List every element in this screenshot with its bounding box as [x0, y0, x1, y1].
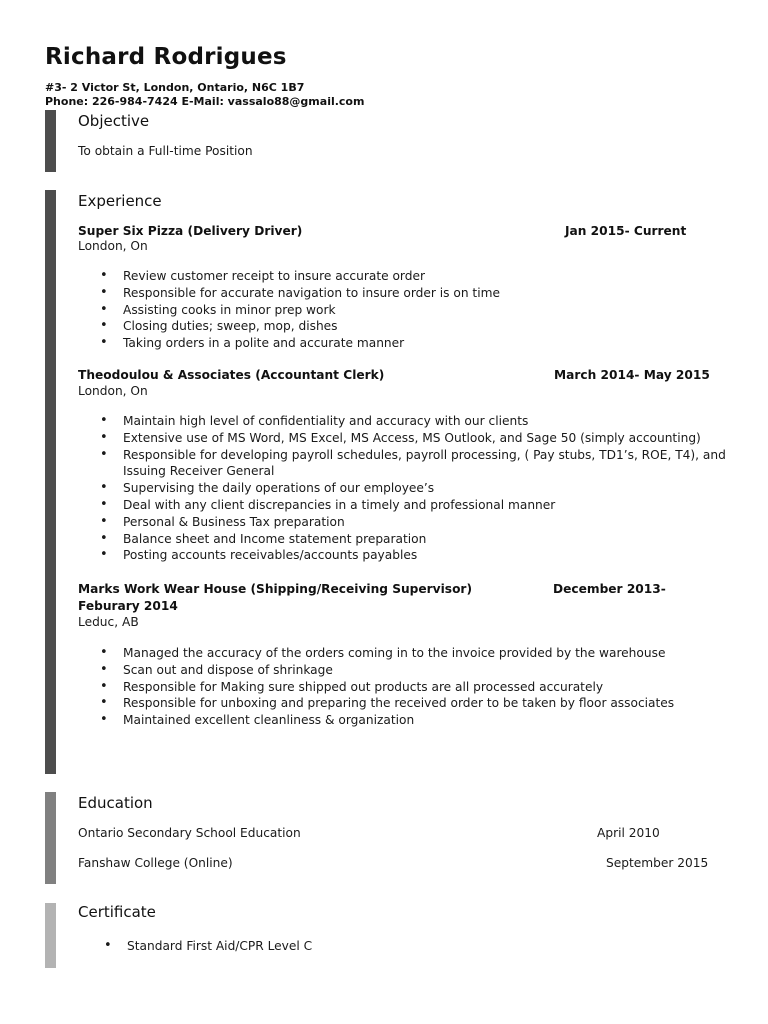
- job-location: London, On: [78, 239, 148, 253]
- list-item: • Personal & Business Tax preparation: [78, 514, 738, 531]
- job-title: Marks Work Wear House (Shipping/Receiving Supervisor): [78, 582, 473, 596]
- applicant-name: Richard Rodrigues: [45, 44, 287, 70]
- list-item: • Maintain high level of confidentiality and accuracy with our clients: [78, 413, 738, 430]
- list-item: • Assisting cooks in minor prep work: [78, 302, 738, 319]
- job-location: Leduc, AB: [78, 615, 139, 629]
- list-item: • Maintained excellent cleanliness & organization: [78, 712, 738, 729]
- objective-heading: Objective: [78, 112, 150, 130]
- education-section-bar: [45, 792, 56, 884]
- list-item: • Scan out and dispose of shrinkage: [78, 662, 738, 679]
- job-duties-list: [78, 268, 738, 352]
- list-item: • Responsible for accurate navigation to insure order is on time: [78, 285, 738, 302]
- job-title: Super Six Pizza (Delivery Driver): [78, 224, 303, 238]
- list-item: • Posting accounts receivables/accounts payables: [78, 547, 738, 564]
- list-item: • Responsible for developing payroll schedules, payroll processing, ( Pay stubs, TD1’s, ROE, T4), and Issuing Receiver General: [78, 447, 738, 481]
- list-item: • Deal with any client discrepancies in a timely and professional manner: [78, 497, 738, 514]
- list-item: • Supervising the daily operations of our employee’s: [78, 480, 738, 497]
- job-duties-list: [78, 645, 738, 729]
- list-item: • Responsible for Making sure shipped out products are all processed accurately: [78, 679, 738, 696]
- job-date: December 2013-: [553, 582, 666, 596]
- list-item: • Responsible for unboxing and preparing the received order to be taken by floor associates: [78, 695, 738, 712]
- list-item: • Standard First Aid/CPR Level C: [82, 938, 742, 955]
- phone-email: Phone: 226-984-7424 E-Mail: vassalo88@gmail.com: [45, 95, 365, 108]
- job-location: London, On: [78, 384, 148, 398]
- job-title: Theodoulou & Associates (Accountant Clerk): [78, 368, 385, 382]
- list-item: • Extensive use of MS Word, MS Excel, MS Access, MS Outlook, and Sage 50 (simply accounting): [78, 430, 738, 447]
- education-date: September 2015: [606, 856, 709, 870]
- address: #3- 2 Victor St, London, Ontario, N6C 1B7: [45, 81, 305, 94]
- job-date-continued: Feburary 2014: [78, 599, 178, 613]
- job-date: Jan 2015- Current: [565, 224, 687, 238]
- education-school: Ontario Secondary School Education: [78, 826, 301, 840]
- list-item: • Balance sheet and Income statement preparation: [78, 531, 738, 548]
- list-item: • Closing duties; sweep, mop, dishes: [78, 318, 738, 335]
- job-duties-list: [78, 413, 738, 564]
- objective-section-bar: [45, 110, 56, 172]
- job-date: March 2014- May 2015: [554, 368, 710, 382]
- education-heading: Education: [78, 794, 153, 812]
- certificate-section-bar: [45, 903, 56, 968]
- objective-text: To obtain a Full-time Position: [78, 144, 253, 158]
- education-school: Fanshaw College (Online): [78, 856, 233, 870]
- experience-section-bar: [45, 190, 56, 774]
- experience-heading: Experience: [78, 192, 162, 210]
- certificate-heading: Certificate: [78, 903, 156, 921]
- list-item: • Review customer receipt to insure accurate order: [78, 268, 738, 285]
- list-item: • Managed the accuracy of the orders coming in to the invoice provided by the warehouse: [78, 645, 738, 662]
- certificate-list: [82, 938, 742, 955]
- education-date: April 2010: [597, 826, 660, 840]
- list-item: • Taking orders in a polite and accurate manner: [78, 335, 738, 352]
